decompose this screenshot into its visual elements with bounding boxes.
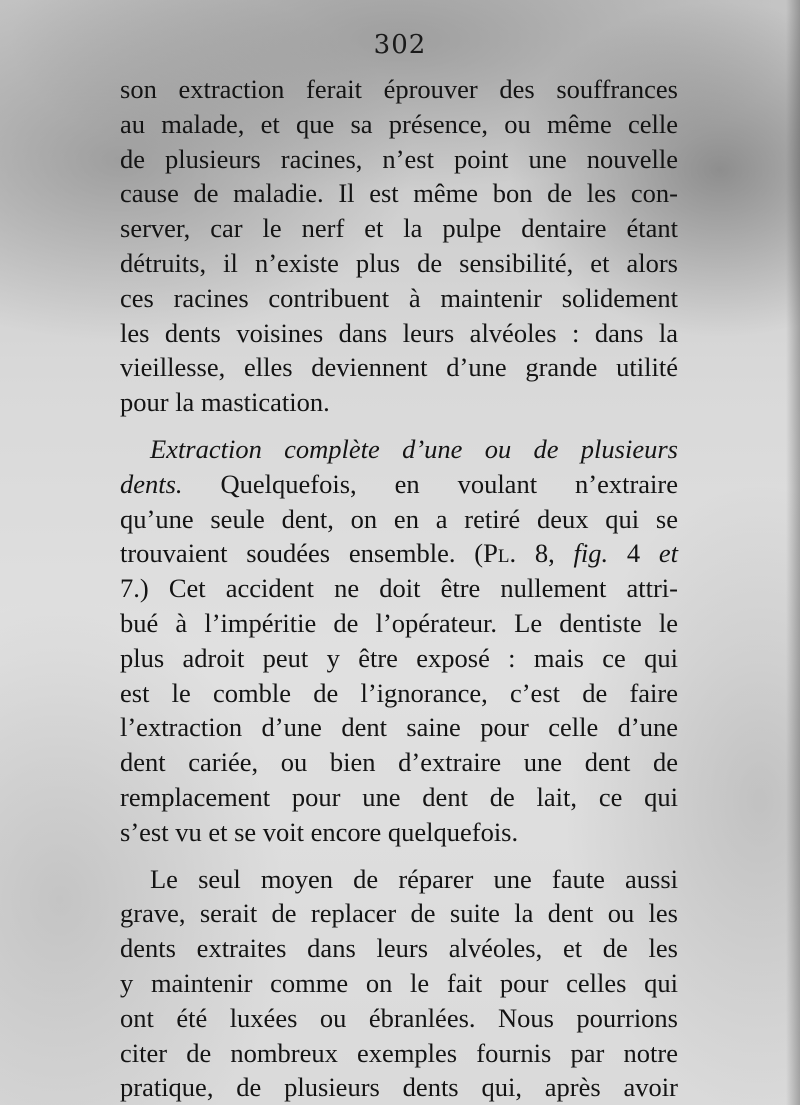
- text-line: les dents voisines dans leurs alvéoles : dans la: [120, 317, 678, 348]
- figure-reference: fig.: [573, 538, 609, 569]
- text-line: pour la mastication.: [120, 387, 330, 418]
- section-heading-end: dents.: [120, 468, 183, 499]
- paragraph-3: [120, 862, 678, 1105]
- text-line: [120, 467, 678, 502]
- text-line: dent cariée, ou bien d’extraire une dent de: [120, 747, 678, 778]
- text-line: cause de maladie. Il est même bon de les con-: [120, 178, 678, 209]
- text-line: grave, serait de replacer de suite la dent ou les: [120, 898, 678, 929]
- text-line: est le comble de l’ignorance, c’est de faire: [120, 677, 678, 708]
- text-line: au malade, et que sa présence, ou même celle: [120, 108, 678, 139]
- text-line: dents extraites dans leurs alvéoles, et de les: [120, 933, 678, 964]
- text-line: l’extraction d’une dent saine pour celle d’une: [120, 712, 678, 743]
- text-line: Le seul moyen de réparer une faute aussi: [150, 863, 678, 894]
- text-line: remplacement pour une dent de lait, ce qui: [120, 781, 678, 812]
- text-line: 7.) Cet accident ne doit être nullement attri-: [120, 573, 678, 604]
- paragraph-2: [120, 432, 678, 850]
- text-line: bué à l’impéritie de l’opérateur. Le dentiste le: [120, 607, 678, 638]
- text-line: vieillesse, elles deviennent d’une grande utilité: [120, 352, 678, 383]
- text-line: y maintenir comme on le fait pour celles qui: [120, 967, 678, 998]
- text-line: ont été luxées ou ébranlées. Nous pourrions: [120, 1002, 678, 1033]
- text-line: server, car le nerf et la pulpe dentaire étant: [120, 213, 678, 244]
- body-text: [120, 72, 678, 1105]
- text-fragment-italic: et: [658, 538, 679, 569]
- text-line: détruits, il n’existe plus de sensibilité, et alors: [120, 247, 678, 278]
- section-heading: Extraction complète d’une ou de plusieurs: [150, 433, 678, 464]
- text-fragment: 4: [608, 538, 659, 569]
- text-line: plus adroit peut y être exposé : mais ce qui: [120, 642, 678, 673]
- text-line: ces racines contribuent à maintenir solidement: [120, 282, 678, 313]
- text-fragment: Quelquefois, en voulant n’extraire: [182, 468, 678, 499]
- text-line: s’est vu et se voit encore quelquefois.: [120, 816, 519, 847]
- page-edge-shadow: [786, 0, 800, 1105]
- paragraph-1: [120, 72, 678, 420]
- text-line: son extraction ferait éprouver des souffrances: [120, 74, 678, 104]
- text-line: citer de nombreux exemples fournis par notre: [120, 1037, 678, 1068]
- text-fragment: trouvaient soudées ensemble. (: [120, 538, 484, 569]
- text-line: pratique, de plusieurs dents qui, après avoir: [120, 1072, 678, 1103]
- text-line: qu’une seule dent, on en a retiré deux qui se: [120, 503, 678, 534]
- text-line: [120, 536, 678, 571]
- text-fragment: 8,: [516, 538, 574, 569]
- plate-reference: Pl.: [483, 538, 517, 569]
- page-number: 302: [373, 30, 427, 60]
- text-line: de plusieurs racines, n’est point une nouvelle: [120, 143, 678, 174]
